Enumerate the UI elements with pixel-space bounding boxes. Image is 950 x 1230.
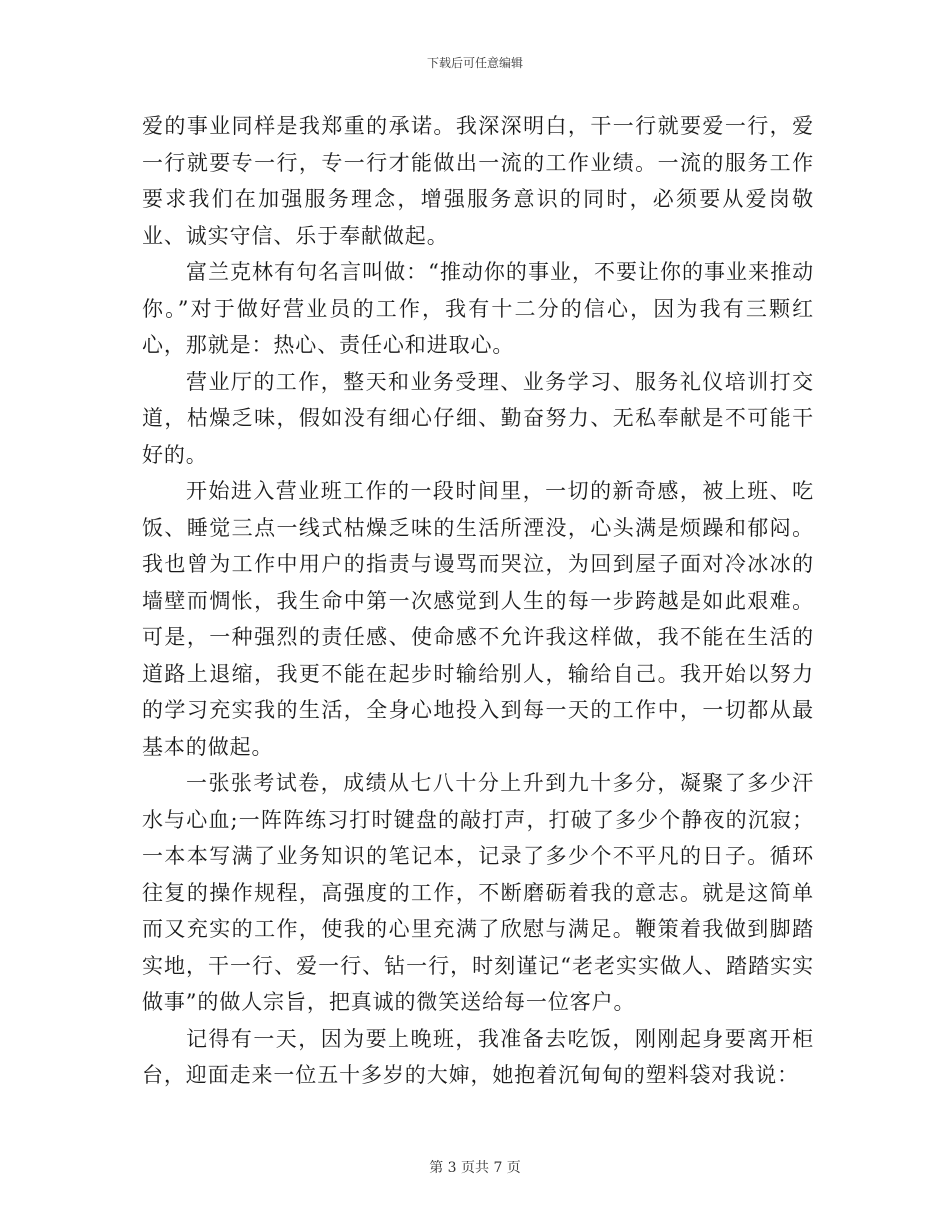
paragraph-2: 富兰克林有句名言叫做：“推动你的事业，不要让你的事业来推动你。”对于做好营业员的工作，我有十二分的信心，因为我有三颗红心，那就是：热心、责任心和进取心。 bbox=[142, 260, 814, 357]
paragraph-6: 记得有一天，因为要上晚班，我准备去吃饭，刚刚起身要离开柜台，迎面走来一位五十多岁的大婶，她抱着沉甸甸的塑料袋对我说： bbox=[142, 1026, 814, 1087]
paragraph-1: 爱的事业同样是我郑重的承诺。我深深明白，干一行就要爱一行，爱一行就要专一行，专一行才能做出一流的工作业绩。一流的服务工作要求我们在加强服务理念，增强服务意识的同时，必须要从爱岗敬业、诚实守信、乐于奉献做起。 bbox=[142, 114, 814, 248]
page-number: 第 3 页共 7 页 bbox=[429, 1160, 521, 1176]
page-header-note: 下载后可任意编辑 bbox=[426, 56, 523, 70]
paragraph-5: 一张张考试卷，成绩从七八十分上升到九十多分，凝聚了多少汗水与心血;一阵阵练习打时键盘的敲打声，打破了多少个静夜的沉寂；一本本写满了业务知识的笔记本，记录了多少个不平凡的日子。循环往复的操作规程，高强度的工作，不断磨砺着我的意志。就是这简单而又充实的工作，使我的心里充满了欣慰与满足。鞭策着我做到脚踏实地，干一行、爱一行、钻一行，时刻谨记“老老实实做人、踏踏实实做事”的做人宗旨，把真诚的微笑送给每一位客户。 bbox=[142, 771, 814, 1014]
paragraph-4: 开始进入营业班工作的一段时间里，一切的新奇感，被上班、吃饭、睡觉三点一线式枯燥乏味的生活所湮没，心头满是烦躁和郁闷。我也曾为工作中用户的指责与谩骂而哭泣，为回到屋子面对冷冰冰的墙壁而惆怅，我生命中第一次感觉到人生的每一步跨越是如此艰难。可是，一种强烈的责任感、使命感不允许我这样做，我不能在生活的道路上退缩，我更不能在起步时输给别人，输给自己。我开始以努力的学习充实我的生活，全身心地投入到每一天的工作中，一切都从最基本的做起。 bbox=[142, 479, 814, 759]
paragraph-3: 营业厅的工作，整天和业务受理、业务学习、服务礼仪培训打交道，枯燥乏味，假如没有细心仔细、勤奋努力、无私奉献是不可能干好的。 bbox=[142, 369, 814, 467]
document-body bbox=[142, 108, 814, 1094]
